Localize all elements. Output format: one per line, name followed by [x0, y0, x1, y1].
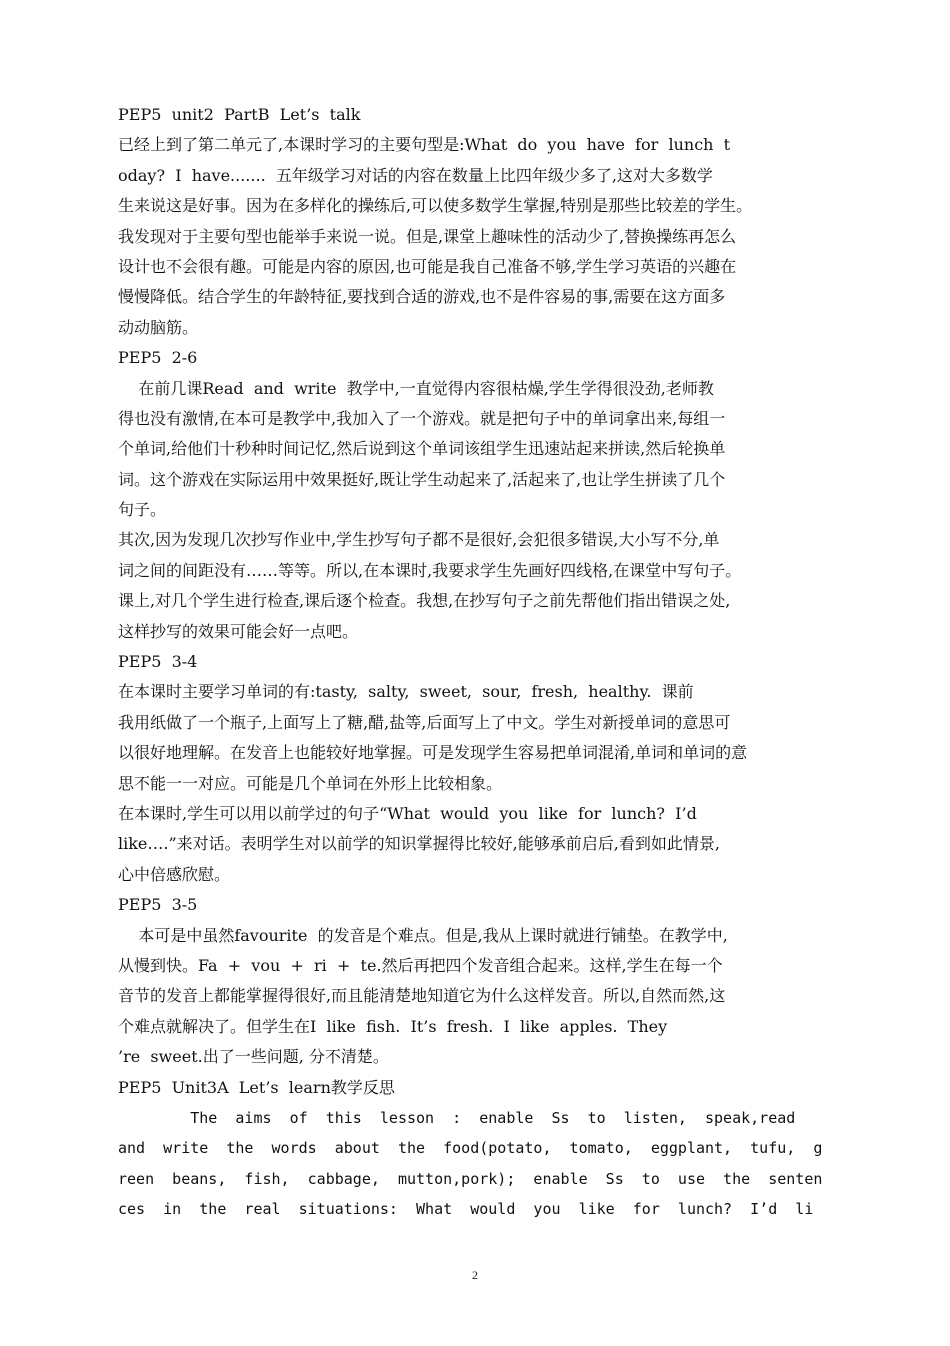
text-line: 课上,对几个学生进行检查,课后逐个检查。我想,在抄写句子之前先帮他们指出错误之处, [118, 591, 731, 611]
text-line: ces in the real situations: What would you like for lunch? I’d li [118, 1200, 814, 1219]
text-line: 我发现对于主要句型也能举手来说一说。但是,课堂上趣味性的活动少了,替换操练再怎么 [118, 226, 737, 246]
text-line: PEP5 3-5 [118, 895, 198, 915]
text-line: 生来说这是好事。因为在多样化的操练后,可以使多数学生掌握,特别是那些比较差的学生。 [118, 196, 753, 216]
text-line: 设计也不会很有趣。可能是内容的原因,也可能是我自己准备不够,学生学习英语的兴趣在 [118, 256, 737, 276]
text-line: 在本课时主要学习单词的有:tasty, salty, sweet, sour, fresh, healthy. 课前 [118, 682, 694, 702]
text-line: 个单词,给他们十秒种时间记忆,然后说到这个单词该组学生迅速站起来拼读,然后轮换单 [118, 439, 726, 459]
text-line: oday? I have....... 五年级学习对话的内容在数量上比四年级少多了,这对大多数学 [118, 165, 713, 185]
text-line: 思不能一一对应。可能是几个单词在外形上比较相象。 [118, 773, 503, 793]
text-line: 这样抄写的效果可能会好一点吧。 [118, 621, 359, 641]
page-number: 2 [472, 1268, 478, 1282]
text-line: The aims of this lesson : enable Ss to listen, speak,read [118, 1108, 796, 1127]
text-line: 词。这个游戏在实际运用中效果挺好,既让学生动起来了,活起来了,也让学生拼读了几个 [118, 469, 726, 489]
text-line: PEP5 3-4 [118, 652, 198, 672]
text-line: 个难点就解决了。但学生在I like fish. It’s fresh. I like apples. They [118, 1016, 668, 1036]
text-line: 从慢到快。Fa + vou + ri + te.然后再把四个发音组合起来。这样,学生在每一个 [118, 955, 723, 975]
text-line: like….”来对话。表明学生对以前学的知识掌握得比较好,能够承前启后,看到如此情景, [118, 834, 720, 854]
text-line: 已经上到了第二单元了,本课时学习的主要句型是:What do you have for lunch t [118, 135, 731, 155]
text-line: PEP5 Unit3A Let’s learn教学反思 [118, 1077, 395, 1097]
text-line: 词之间的间距没有……等等。所以,在本课时,我要求学生先画好四线格,在课堂中写句子。 [118, 560, 742, 580]
text-line: 心中倍感欣慰。 [118, 864, 231, 884]
text-line: 句子。 [118, 500, 167, 520]
text-line: 在前几课Read and write 教学中,一直觉得内容很枯燥,学生学得很没劲,老师教 [118, 378, 714, 398]
text-line: 本可是中虽然favourite 的发音是个难点。但是,我从上课时就进行铺垫。在教学中, [118, 925, 728, 945]
text-line: 音节的发音上都能掌握得很好,而且能清楚地知道它为什么这样发音。所以,自然而然,这 [118, 986, 726, 1006]
text-line: 以很好地理解。在发音上也能较好地掌握。可是发现学生容易把单词混淆,单词和单词的意 [118, 743, 748, 763]
text-line: 我用纸做了一个瓶子,上面写上了糖,醋,盐等,后面写上了中文。学生对新授单词的意思可 [118, 712, 731, 732]
text-line: 得也没有激情,在本可是教学中,我加入了一个游戏。就是把句子中的单词拿出来,每组一 [118, 408, 726, 428]
text-line: 在本课时,学生可以用以前学过的句子“What would you like for lunch? I’d [118, 803, 697, 823]
text-line: 动动脑筋。 [118, 317, 199, 337]
text-line: and write the words about the food(potato, tomato, eggplant, tufu, g [118, 1139, 823, 1158]
text-line: 慢慢降低。结合学生的年龄特征,要找到合适的游戏,也不是件容易的事,需要在这方面多 [118, 287, 726, 307]
text-line: reen beans, fish, cabbage, mutton,pork); enable Ss to use the senten [118, 1169, 823, 1188]
text-line: PEP5 unit2 PartB Let’s talk [118, 105, 361, 124]
text-line: 其次,因为发现几次抄写作业中,学生抄写句子都不是很好,会犯很多错误,大小写不分,单 [118, 530, 720, 550]
text-line: ’re sweet.出了一些问题, 分不清楚。 [118, 1047, 389, 1067]
text-line: PEP5 2-6 [118, 348, 198, 368]
document-body [118, 100, 838, 1224]
